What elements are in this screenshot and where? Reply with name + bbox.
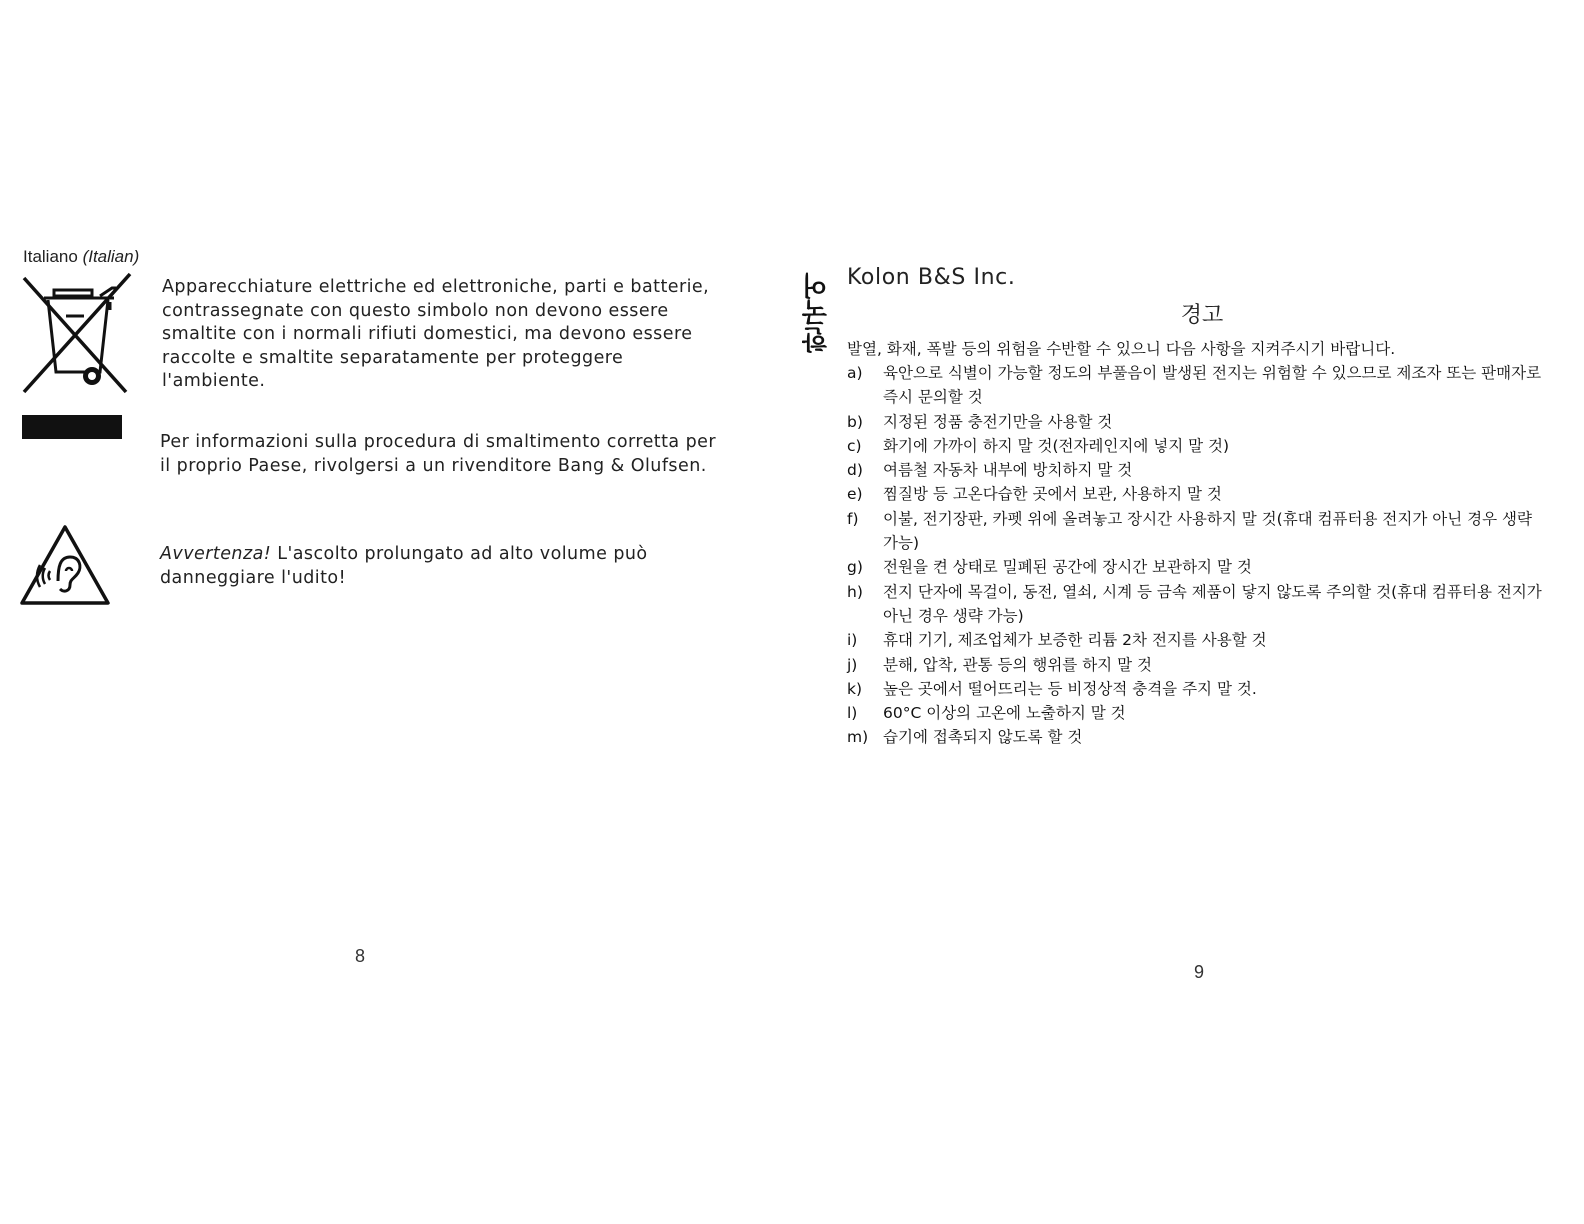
list-item-marker: m) xyxy=(847,728,869,747)
language-heading-native: Italiano xyxy=(23,247,78,266)
list-item-text: 분해, 압착, 관통 등의 행위를 하지 말 것 xyxy=(883,655,1152,674)
list-item-text: 전원을 켠 상태로 밀폐된 공간에 장시간 보관하지 말 것 xyxy=(883,558,1252,577)
warning-title: 경고 xyxy=(1180,303,1224,328)
list-item xyxy=(847,701,1547,725)
company-name: Kolon B&S Inc. xyxy=(847,265,1016,290)
right-page xyxy=(792,0,1584,1224)
language-heading xyxy=(23,247,139,267)
hearing-warning-icon xyxy=(18,523,112,607)
list-item xyxy=(847,580,1547,629)
list-item-marker: h) xyxy=(847,582,863,601)
list-item xyxy=(847,482,1547,506)
list-item-marker: j) xyxy=(847,655,858,674)
list-item-marker: b) xyxy=(847,412,863,431)
black-bar-icon xyxy=(22,415,122,439)
page-number-left: 8 xyxy=(355,946,366,966)
list-item xyxy=(847,677,1547,701)
list-item xyxy=(847,628,1547,652)
list-item-marker: k) xyxy=(847,679,863,698)
list-item xyxy=(847,458,1547,482)
list-item xyxy=(847,507,1547,556)
list-item-text: 육안으로 식별이 가능할 정도의 부풀음이 발생된 전지는 위험할 수 있으므로 제조자 또는 판매자로 즉시 문의할 것 xyxy=(883,364,1542,407)
hearing-warning-label: Avvertenza! xyxy=(160,544,272,564)
hearing-warning-text xyxy=(160,543,720,590)
list-item-text: 찜질방 등 고온다습한 곳에서 보관, 사용하지 말 것 xyxy=(883,485,1222,504)
list-item-text: 휴대 기기, 제조업체가 보증한 리튬 2차 전지를 사용할 것 xyxy=(883,631,1267,650)
vertical-language-label: 한국어 xyxy=(802,272,832,354)
crossed-out-wheelie-bin-icon xyxy=(18,272,136,396)
list-item xyxy=(847,410,1547,434)
list-item-text: 지정된 정품 충전기만을 사용할 것 xyxy=(883,412,1113,431)
list-item-text: 60°C 이상의 고온에 노출하지 말 것 xyxy=(883,704,1126,723)
list-item-marker: g) xyxy=(847,558,863,577)
list-item xyxy=(847,653,1547,677)
list-item-marker: e) xyxy=(847,485,863,504)
language-heading-english: (Italian) xyxy=(82,247,140,266)
list-item-marker: d) xyxy=(847,461,863,480)
list-item-text: 높은 곳에서 떨어뜨리는 등 비정상적 충격을 주지 말 것. xyxy=(883,679,1257,698)
list-item xyxy=(847,361,1547,410)
weee-disposal-text: Apparecchiature elettriche ed elettroniche, parti e batterie, contrassegnate con questo simbolo non devono essere smaltite con i normali rifiuti domestici, ma devono essere raccolte e smaltite separatamente per proteggere l'ambiente. xyxy=(162,277,710,391)
list-item xyxy=(847,725,1547,749)
list-item-marker: l) xyxy=(847,704,858,723)
list-item-text: 화기에 가까이 하지 말 것(전자레인지에 넣지 말 것) xyxy=(883,436,1230,455)
page-number-right: 9 xyxy=(1194,962,1205,982)
list-item xyxy=(847,555,1547,579)
list-item-marker: f) xyxy=(847,509,859,528)
warning-list xyxy=(847,361,1547,750)
list-item-text: 여름철 자동차 내부에 방치하지 말 것 xyxy=(883,461,1133,480)
list-item-marker: a) xyxy=(847,364,863,382)
list-item-text: 습기에 접촉되지 않도록 할 것 xyxy=(883,728,1083,747)
disposal-info-text: Per informazioni sulla procedura di smaltimento corretta per il proprio Paese, rivolgersi a un rivenditore Bang & Olufsen. xyxy=(160,432,717,476)
list-item-marker: i) xyxy=(847,631,858,650)
list-item-text: 전지 단자에 목걸이, 동전, 열쇠, 시계 등 금속 제품이 닿지 않도록 주의할 것(휴대 컴퓨터용 전지가 아닌 경우 생략 가능) xyxy=(883,582,1542,625)
list-item-marker: c) xyxy=(847,436,862,455)
warning-intro: 발열, 화재, 폭발 등의 위험을 수반할 수 있으니 다음 사항을 지켜주시기 바랍니다. xyxy=(847,340,1396,358)
list-item-text: 이불, 전기장판, 카펫 위에 올려놓고 장시간 사용하지 말 것(휴대 컴퓨터용 전지가 아닌 경우 생략 가능) xyxy=(883,509,1532,553)
hearing-warning-body: L'ascolto prolungato ad alto volume può danneggiare l'udito! xyxy=(160,544,648,588)
list-item xyxy=(847,434,1547,458)
